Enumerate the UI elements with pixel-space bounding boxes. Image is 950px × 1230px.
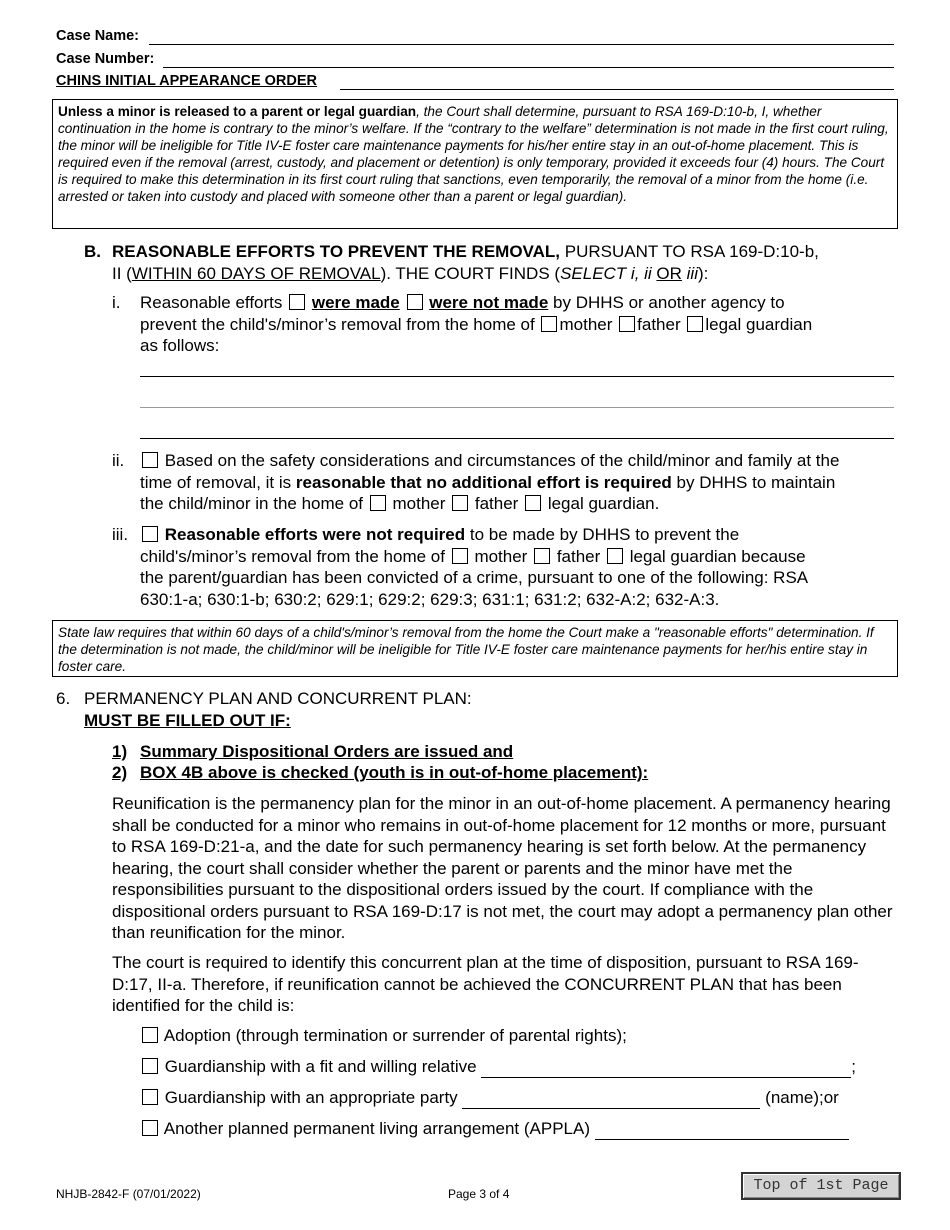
concurrent-plan-paragraph: The court is required to identify this concurrent plan at the time of disposition, pursuant to RSA 169-D:17, II-a. Therefore, if reunification cannot be achieved the CONCURRENT PLAN that has been identified for the child is: xyxy=(112,953,859,1015)
section-b-heading-bold: REASONABLE EFFORTS TO PREVENT THE REMOVAL, xyxy=(112,242,561,261)
were-not-made-label: were not made xyxy=(429,293,549,312)
contrary-welfare-notice xyxy=(52,99,898,229)
case-number-label: Case Number: xyxy=(56,51,155,67)
item-i-post: by DHHS or another agency to xyxy=(553,293,785,312)
item-iii-guardian-label: legal guardian because xyxy=(629,546,806,566)
section-b-line2-or: OR xyxy=(656,263,682,283)
party-checkbox[interactable] xyxy=(142,1089,158,1105)
section-b-line2-i: SELECT i, ii xyxy=(560,263,657,283)
item-iii-guardian-checkbox[interactable] xyxy=(607,548,623,564)
item-iii-line3: the parent/guardian has been convicted of a crime, pursuant to one of the following: RSA xyxy=(140,568,809,587)
item-iii-mother-checkbox[interactable] xyxy=(452,548,468,564)
item-iii-line4: 630:1-a; 630:1-b; 630:2; 629:1; 629:2; 629:3; 631:1; 631:2; 632-A:2; 632-A:3. xyxy=(140,589,720,609)
section-b-line2-b: ). THE COURT FINDS ( xyxy=(380,263,561,283)
appla-checkbox[interactable] xyxy=(142,1120,158,1136)
item-ii-father-label: father xyxy=(474,494,519,513)
option-party xyxy=(140,1087,900,1109)
item-ii-guardian-label: legal guardian. xyxy=(547,494,660,513)
section-b-line2-iii: iii xyxy=(681,263,698,283)
item-ii-text xyxy=(140,450,910,515)
relative-label: Guardianship with a fit and willing relative xyxy=(164,1057,477,1076)
item-ii-line3: the child/minor in the home of xyxy=(140,494,364,513)
efforts-line-1[interactable] xyxy=(140,360,894,377)
adoption-checkbox[interactable] xyxy=(142,1027,158,1043)
section-6-heading: PERMANENCY PLAN AND CONCURRENT PLAN: xyxy=(84,689,472,708)
reunification-paragraph: Reunification is the permanency plan for the minor in an out-of-home placement. A permanency hearing shall be conducted for a minor who remains in out-of-home placement for 12 months or more, pursuant to RSA 169-D:21-a, and the date for such permanency hearing is set forth below. At the permanency hearing, the court shall consider whether the parent or parents and the minor have met the responsibilities pursuant to the dispositional orders issued by the court. If compliance with the dispositional orders pursuant to RSA 169-D:17 is not met, the court may adopt a permanency plan other than reunification for the minor. xyxy=(112,794,893,942)
section-b-line2-a: II ( xyxy=(112,263,132,283)
section-b-line2-u: WITHIN 60 DAYS OF REMOVAL xyxy=(131,263,381,283)
item-iii-father-checkbox[interactable] xyxy=(534,548,550,564)
item-i-father-checkbox[interactable] xyxy=(619,316,635,332)
item-i-pre: Reasonable efforts xyxy=(140,293,283,312)
item-i-text xyxy=(140,292,900,357)
item-i-mother-label: mother xyxy=(559,314,613,334)
item-ii-mother-checkbox[interactable] xyxy=(370,495,386,511)
form-title: CHINS INITIAL APPEARANCE ORDER xyxy=(56,73,318,89)
efforts-line-3[interactable] xyxy=(140,422,894,439)
case-name-field[interactable] xyxy=(149,28,894,45)
top-of-first-page-button[interactable]: Top of 1st Page xyxy=(741,1172,901,1200)
adoption-label: Adoption (through termination or surrender of parental rights); xyxy=(163,1026,627,1045)
section-b-line2-end: ): xyxy=(697,263,709,283)
case-number-field[interactable] xyxy=(163,51,894,68)
item-iii-text xyxy=(140,524,910,610)
cond2-num: 2) xyxy=(112,763,128,782)
notice-bold-lead: Unless a minor is released to a parent or legal guardian xyxy=(58,104,417,119)
item-ii-line1: Based on the safety considerations and circumstances of the child/minor and family at the xyxy=(164,451,840,470)
relative-end: ; xyxy=(851,1057,857,1076)
item-i-mother-checkbox[interactable] xyxy=(541,316,557,332)
item-iii-line1-rest: to be made by DHHS to prevent the xyxy=(465,525,740,544)
form-id: NHJB-2842-F (07/01/2022) xyxy=(56,1187,201,1201)
party-end: (name);or xyxy=(765,1088,839,1107)
option-adoption xyxy=(140,1025,627,1047)
must-be-filled-label: MUST BE FILLED OUT IF: xyxy=(84,711,291,730)
relative-name-field[interactable] xyxy=(481,1060,851,1078)
section-b-heading xyxy=(112,241,902,284)
item-iii-num: iii. xyxy=(112,525,129,544)
item-ii-line2-bold: reasonable that no additional effort is required xyxy=(295,472,672,492)
item-ii-line2-a: time of removal, it is xyxy=(140,472,296,492)
page-number: Page 3 of 4 xyxy=(448,1187,510,1201)
item-i-line2: prevent the child's/minor’s removal from the home of xyxy=(140,314,535,334)
were-made-checkbox[interactable] xyxy=(289,294,305,310)
section-6-num: 6. xyxy=(56,689,71,708)
relative-checkbox[interactable] xyxy=(142,1058,158,1074)
appla-field[interactable] xyxy=(595,1122,849,1140)
cond2-text: BOX 4B above is checked (youth is in out-of-home placement): xyxy=(140,763,649,782)
item-i-guardian-label: legal guardian xyxy=(705,314,813,334)
appla-label: Another planned permanent living arrangement (APPLA) xyxy=(163,1119,590,1138)
item-ii-checkbox[interactable] xyxy=(142,452,158,468)
item-i-num: i. xyxy=(112,293,121,312)
item-iii-bold: Reasonable efforts were not required xyxy=(164,525,466,544)
were-not-made-checkbox[interactable] xyxy=(407,294,423,310)
option-appla xyxy=(140,1118,900,1140)
item-i-father-label: father xyxy=(637,314,681,334)
option-relative xyxy=(140,1056,900,1078)
item-i-guardian-checkbox[interactable] xyxy=(687,316,703,332)
party-label: Guardianship with an appropriate party xyxy=(164,1088,458,1107)
item-ii-mother-label: mother xyxy=(392,494,446,513)
item-ii-guardian-checkbox[interactable] xyxy=(525,495,541,511)
title-rule xyxy=(340,73,894,90)
efforts-line-2[interactable] xyxy=(140,391,894,408)
item-i-line3: as follows: xyxy=(140,336,220,355)
item-iii-line2: child's/minor’s removal from the home of xyxy=(140,546,445,566)
were-made-label: were made xyxy=(311,293,400,312)
item-ii-num: ii. xyxy=(112,451,125,470)
item-iii-father-label: father xyxy=(556,546,601,566)
item-iii-mother-label: mother xyxy=(474,546,528,566)
item-ii-father-checkbox[interactable] xyxy=(452,495,468,511)
cond1-text: Summary Dispositional Orders are issued and xyxy=(140,742,514,761)
reasonable-efforts-notice: State law requires that within 60 days of a child's/minor’s removal from the home the Court make a "reasonable efforts" determination. If the determination is not made, the child/minor will be ineligible for Title IV-E foster care maintenance payments for her/his entire stay in foster care. xyxy=(52,620,898,677)
item-ii-line2-b: by DHHS to maintain xyxy=(671,472,836,492)
notice-text: , the Court shall determine, pursuant to RSA 169-D:10-b, I, whether continuation in the home is contrary to the minor’s welfare. If the “contrary to the welfare” determination is not made in the first court ruling, the minor will be ineligible for Title IV-E foster care maintenance payments for his/her entire stay in an out-of-home placement. This is required even if the removal (arrest, custody, and placement or detention) is only temporary, provided it exceeds four (4) hours. The Court is required to make this determination in its first court ruling that sanctions, even temporarily, the removal of a minor from the home (i.e. arrested or taken into custody and placed with someone other than a parent or legal guardian). xyxy=(58,104,889,204)
section-b-heading-rest: PURSUANT TO RSA 169-D:10-b, xyxy=(560,242,819,261)
item-iii-checkbox[interactable] xyxy=(142,526,158,542)
party-name-field[interactable] xyxy=(462,1091,760,1109)
section-b-letter: B. xyxy=(84,242,101,261)
case-name-label: Case Name: xyxy=(56,28,140,44)
cond1-num: 1) xyxy=(112,742,128,761)
